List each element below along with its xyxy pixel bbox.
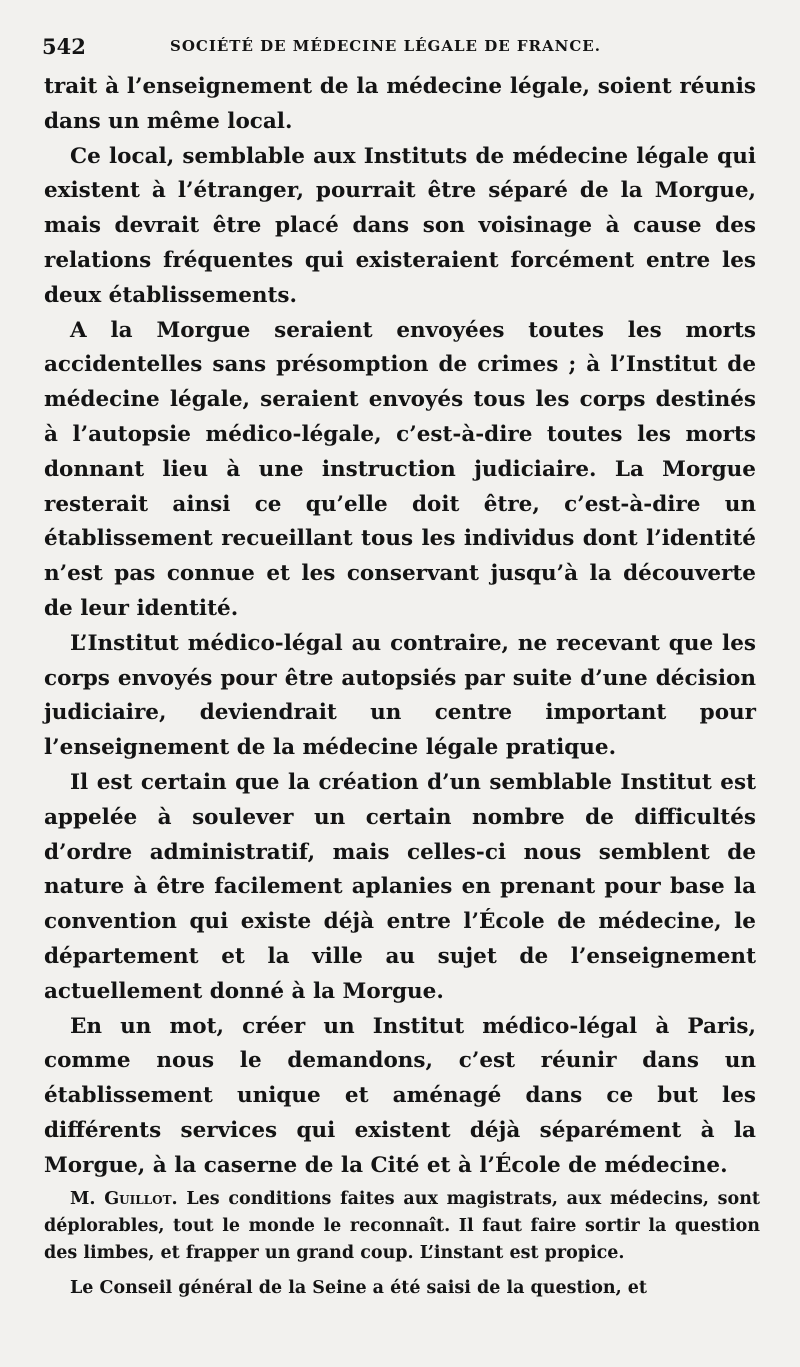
- paragraph-institut: L’Institut médico-légal au contraire, ne recevant que les corps envoyés pour être autopsiés par suite d’une décision judiciaire, deviendrait un centre important pour l’enseignement de la médecine légale pratique.: [44, 630, 756, 761]
- paragraph-creation: Il est certain que la création d’un semblable Institut est appelée à soulever un certain nombre de difficultés d’ordre administratif, mais celles-ci nous semblent de nature à être facilement aplanies en prenant pour base la convention qui existe déjà entre l’École de médecine, le département et la ville au sujet de l’enseignement actuellement donné à la Morgue.: [44, 769, 756, 1004]
- page-number: 542: [42, 34, 86, 59]
- speech-next-line: Le Conseil général de la Seine a été saisi de la question, et: [70, 1278, 647, 1298]
- speech-text: Les conditions faites aux magistrats, aux médecins, sont déplorables, tout le monde le reconnaît. Il faut faire sortir la question des limbes, et frapper un grand coup. L’instant est propice.: [44, 1189, 760, 1263]
- running-title: SOCIÉTÉ DE MÉDECINE LÉGALE DE FRANCE.: [170, 37, 601, 55]
- discussion-section: [44, 1186, 760, 1302]
- main-text: [44, 70, 756, 1184]
- paragraph-local: Ce local, semblable aux Instituts de médecine légale qui existent à l’étranger, pourrait être séparé de la Morgue, mais devrait être placé dans son voisinage à cause des relations fréquentes qui existeraient forcément entre les deux établissements.: [44, 143, 756, 308]
- speech-paragraph: [44, 1186, 760, 1267]
- speaker-name: M. Guillot.: [70, 1189, 178, 1209]
- paragraph-continuation: trait à l’enseignement de la médecine légale, soient réunis dans un même local.: [44, 74, 756, 134]
- page-header: [42, 34, 742, 62]
- paragraph-conclusion: En un mot, créer un Institut médico-légal à Paris, comme nous le demandons, c’est réunir dans un établissement unique et aménagé dans ce but les différents services qui existent déjà séparément à la Morgue, à la caserne de la Cité et à l’École de médecine.: [44, 1013, 756, 1178]
- paragraph-morgue: A la Morgue seraient envoyées toutes les morts accidentelles sans présomption de crimes ; à l’Institut de médecine légale, seraient envoyés tous les corps destinés à l’autopsie médico-légale, c’est-à-dire toutes les morts donnant lieu à une instruction judiciaire. La Morgue resterait ainsi ce qu’elle doit être, c’est-à-dire un établissement recueillant tous les individus dont l’identité n’est pas connue et les conservant jusqu’à la découverte de leur identité.: [44, 317, 756, 621]
